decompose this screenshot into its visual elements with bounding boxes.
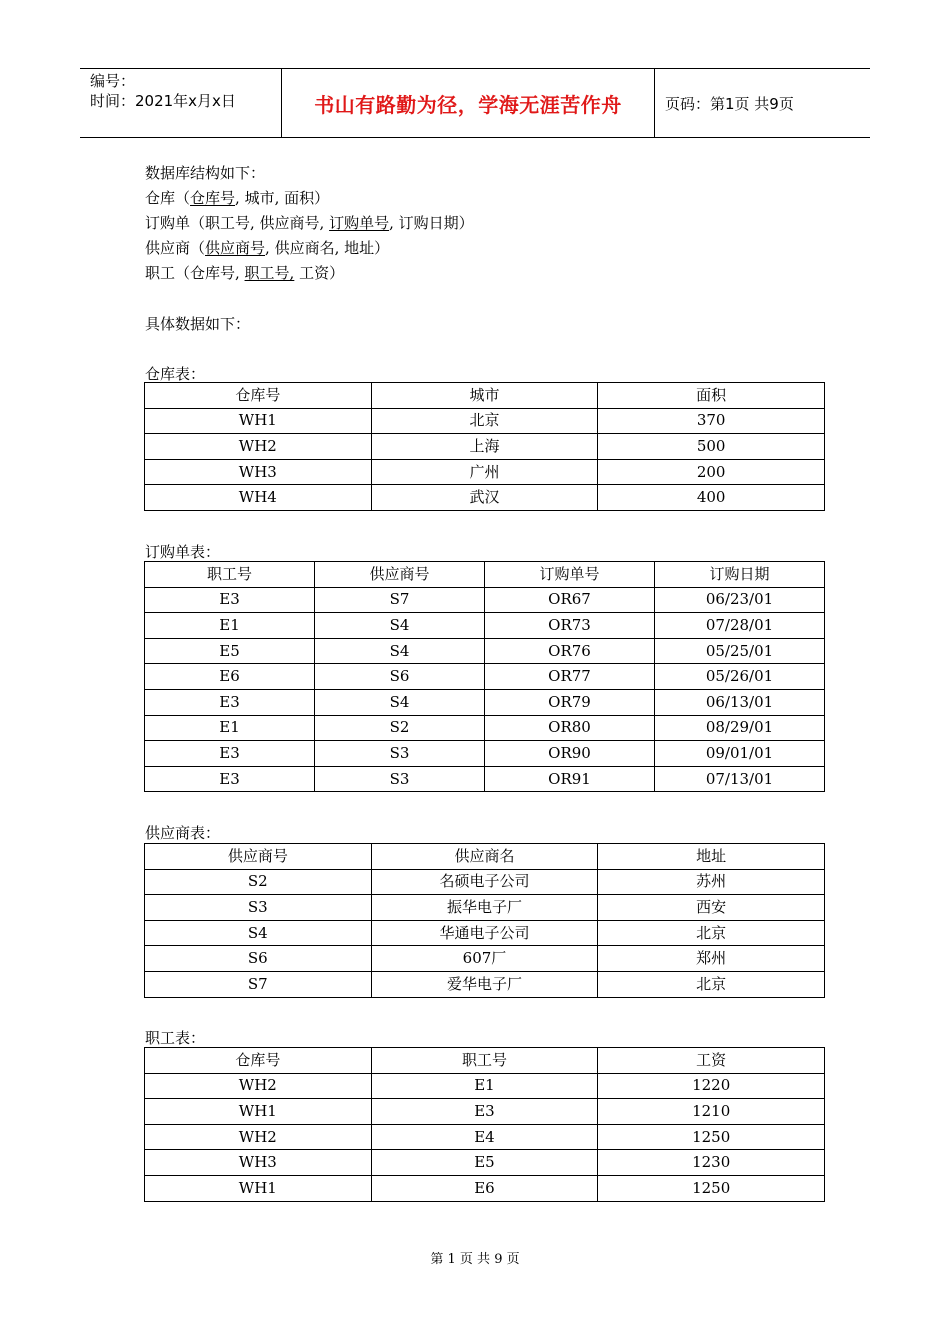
table-cell: WH4 (145, 485, 372, 511)
column-header: 地址 (598, 844, 825, 870)
table-cell: OR73 (485, 613, 655, 639)
table-cell: WH1 (145, 1099, 372, 1125)
table-cell: E4 (371, 1124, 598, 1150)
table-cell: 05/25/01 (655, 638, 825, 664)
table-cell: 06/23/01 (655, 587, 825, 613)
schema-key: 职工号, (244, 264, 295, 282)
table-row (145, 715, 825, 741)
table-cell: 1250 (598, 1175, 825, 1201)
table-cell: OR91 (485, 766, 655, 792)
table-cell: 北京 (598, 920, 825, 946)
table-row (145, 485, 825, 511)
table-cell: WH1 (145, 408, 372, 434)
column-header: 城市 (371, 383, 598, 409)
table-cell: 振华电子厂 (371, 895, 598, 921)
table-row (145, 971, 825, 997)
table-row (145, 1175, 825, 1201)
table-cell: E5 (371, 1150, 598, 1176)
table-cell: E3 (145, 741, 315, 767)
column-header: 供应商号 (145, 844, 372, 870)
table-cell: OR76 (485, 638, 655, 664)
table-row (145, 1150, 825, 1176)
table-cell: 08/29/01 (655, 715, 825, 741)
column-header: 职工号 (371, 1048, 598, 1074)
table-cell: 西安 (598, 895, 825, 921)
column-header: 职工号 (145, 562, 315, 588)
schema-key: 仓库号 (190, 189, 236, 207)
table-row (145, 587, 825, 613)
table-cell: E1 (371, 1073, 598, 1099)
order-table (144, 561, 825, 792)
table-cell: S2 (315, 715, 485, 741)
table-cell: S7 (315, 587, 485, 613)
schema-text: 仓库（ (145, 189, 191, 207)
page-footer: 第 1 页 共 9 页 (430, 1252, 520, 1267)
table-row (145, 946, 825, 972)
table-caption-supplier: 供应商表： (145, 824, 221, 842)
header-page-label: 页码：第1页 共9页 (665, 95, 794, 113)
table-row (145, 459, 825, 485)
schema-text: 职工（仓库号, (145, 264, 245, 282)
schema-text: , 供应商名, 地址） (265, 239, 390, 257)
table-cell: S4 (145, 920, 372, 946)
column-header: 面积 (598, 383, 825, 409)
schema-text: , 订购日期） (389, 214, 474, 232)
table-header-row (145, 383, 825, 409)
schema-text: 订购单（职工号, 供应商号, (145, 214, 330, 232)
table-cell: 09/01/01 (655, 741, 825, 767)
schema-text: 供应商（ (145, 239, 206, 257)
table-row (145, 689, 825, 715)
table-cell: S4 (315, 689, 485, 715)
table-row (145, 1124, 825, 1150)
table-row (145, 766, 825, 792)
table-cell: S7 (145, 971, 372, 997)
table-cell: 1250 (598, 1124, 825, 1150)
schema-order (145, 212, 474, 233)
table-row (145, 408, 825, 434)
table-cell: S3 (315, 766, 485, 792)
schema-key: 订购单号 (329, 214, 390, 232)
table-cell: S6 (145, 946, 372, 972)
table-cell: 郑州 (598, 946, 825, 972)
schema-employee (145, 262, 344, 283)
table-row (145, 638, 825, 664)
schema-warehouse (145, 187, 329, 208)
table-cell: 广州 (371, 459, 598, 485)
table-cell: S3 (145, 895, 372, 921)
table-row (145, 920, 825, 946)
employee-table (144, 1047, 825, 1202)
table-cell: S2 (145, 869, 372, 895)
table-cell: E3 (145, 689, 315, 715)
table-cell: 370 (598, 408, 825, 434)
table-cell: 1210 (598, 1099, 825, 1125)
table-cell: E3 (371, 1099, 598, 1125)
warehouse-table (144, 382, 825, 511)
table-row (145, 869, 825, 895)
table-cell: S4 (315, 638, 485, 664)
table-row (145, 741, 825, 767)
table-cell: 苏州 (598, 869, 825, 895)
column-header: 供应商号 (315, 562, 485, 588)
table-cell: WH2 (145, 434, 372, 460)
time-label: 时间：2021年x月x日 (90, 92, 236, 110)
table-cell: WH2 (145, 1124, 372, 1150)
table-caption-warehouse: 仓库表： (145, 365, 206, 383)
table-cell: 200 (598, 459, 825, 485)
column-header: 订购日期 (655, 562, 825, 588)
table-cell: 1230 (598, 1150, 825, 1176)
table-cell: E1 (145, 613, 315, 639)
table-cell: S6 (315, 664, 485, 690)
table-cell: S4 (315, 613, 485, 639)
table-caption-order: 订购单表： (145, 543, 221, 561)
column-header: 供应商名 (371, 844, 598, 870)
table-row (145, 613, 825, 639)
table-cell: E6 (145, 664, 315, 690)
column-header: 订购单号 (485, 562, 655, 588)
table-cell: 607厂 (371, 946, 598, 972)
table-row (145, 1073, 825, 1099)
table-cell: 1220 (598, 1073, 825, 1099)
table-caption-employee: 职工表： (145, 1029, 206, 1047)
schema-text: , 城市, 面积） (235, 189, 330, 207)
table-cell: E1 (145, 715, 315, 741)
data-heading: 具体数据如下： (145, 315, 251, 333)
table-cell: 武汉 (371, 485, 598, 511)
table-header-row (145, 844, 825, 870)
table-cell: 07/13/01 (655, 766, 825, 792)
schema-supplier (145, 237, 389, 258)
table-cell: 500 (598, 434, 825, 460)
table-row (145, 434, 825, 460)
table-cell: 07/28/01 (655, 613, 825, 639)
table-cell: 北京 (371, 408, 598, 434)
table-cell: E3 (145, 766, 315, 792)
table-row (145, 664, 825, 690)
header-motto: 书山有路勤为径，学海无涯苦作舟 (314, 92, 622, 117)
column-header: 工资 (598, 1048, 825, 1074)
table-cell: OR79 (485, 689, 655, 715)
table-cell: OR90 (485, 741, 655, 767)
table-cell: 爱华电子厂 (371, 971, 598, 997)
table-cell: E3 (145, 587, 315, 613)
table-header-row (145, 1048, 825, 1074)
header-divider (654, 69, 655, 137)
table-cell: 名硕电子公司 (371, 869, 598, 895)
table-cell: WH1 (145, 1175, 372, 1201)
table-cell: OR67 (485, 587, 655, 613)
column-header: 仓库号 (145, 383, 372, 409)
supplier-table (144, 843, 825, 998)
table-cell: E5 (145, 638, 315, 664)
table-row (145, 895, 825, 921)
table-cell: WH2 (145, 1073, 372, 1099)
table-header-row (145, 562, 825, 588)
table-cell: 06/13/01 (655, 689, 825, 715)
schema-text: 工资） (294, 264, 345, 282)
table-row (145, 1099, 825, 1125)
table-cell: 华通电子公司 (371, 920, 598, 946)
number-label: 编号： (90, 72, 136, 90)
document-header (80, 68, 870, 138)
schema-key: 供应商号 (205, 239, 266, 257)
table-cell: 05/26/01 (655, 664, 825, 690)
table-cell: 北京 (598, 971, 825, 997)
table-cell: 上海 (371, 434, 598, 460)
table-cell: 400 (598, 485, 825, 511)
column-header: 仓库号 (145, 1048, 372, 1074)
table-cell: OR80 (485, 715, 655, 741)
table-cell: WH3 (145, 459, 372, 485)
structure-heading: 数据库结构如下： (145, 164, 266, 182)
table-cell: S3 (315, 741, 485, 767)
table-cell: OR77 (485, 664, 655, 690)
table-cell: WH3 (145, 1150, 372, 1176)
table-cell: E6 (371, 1175, 598, 1201)
header-meta (80, 69, 281, 137)
